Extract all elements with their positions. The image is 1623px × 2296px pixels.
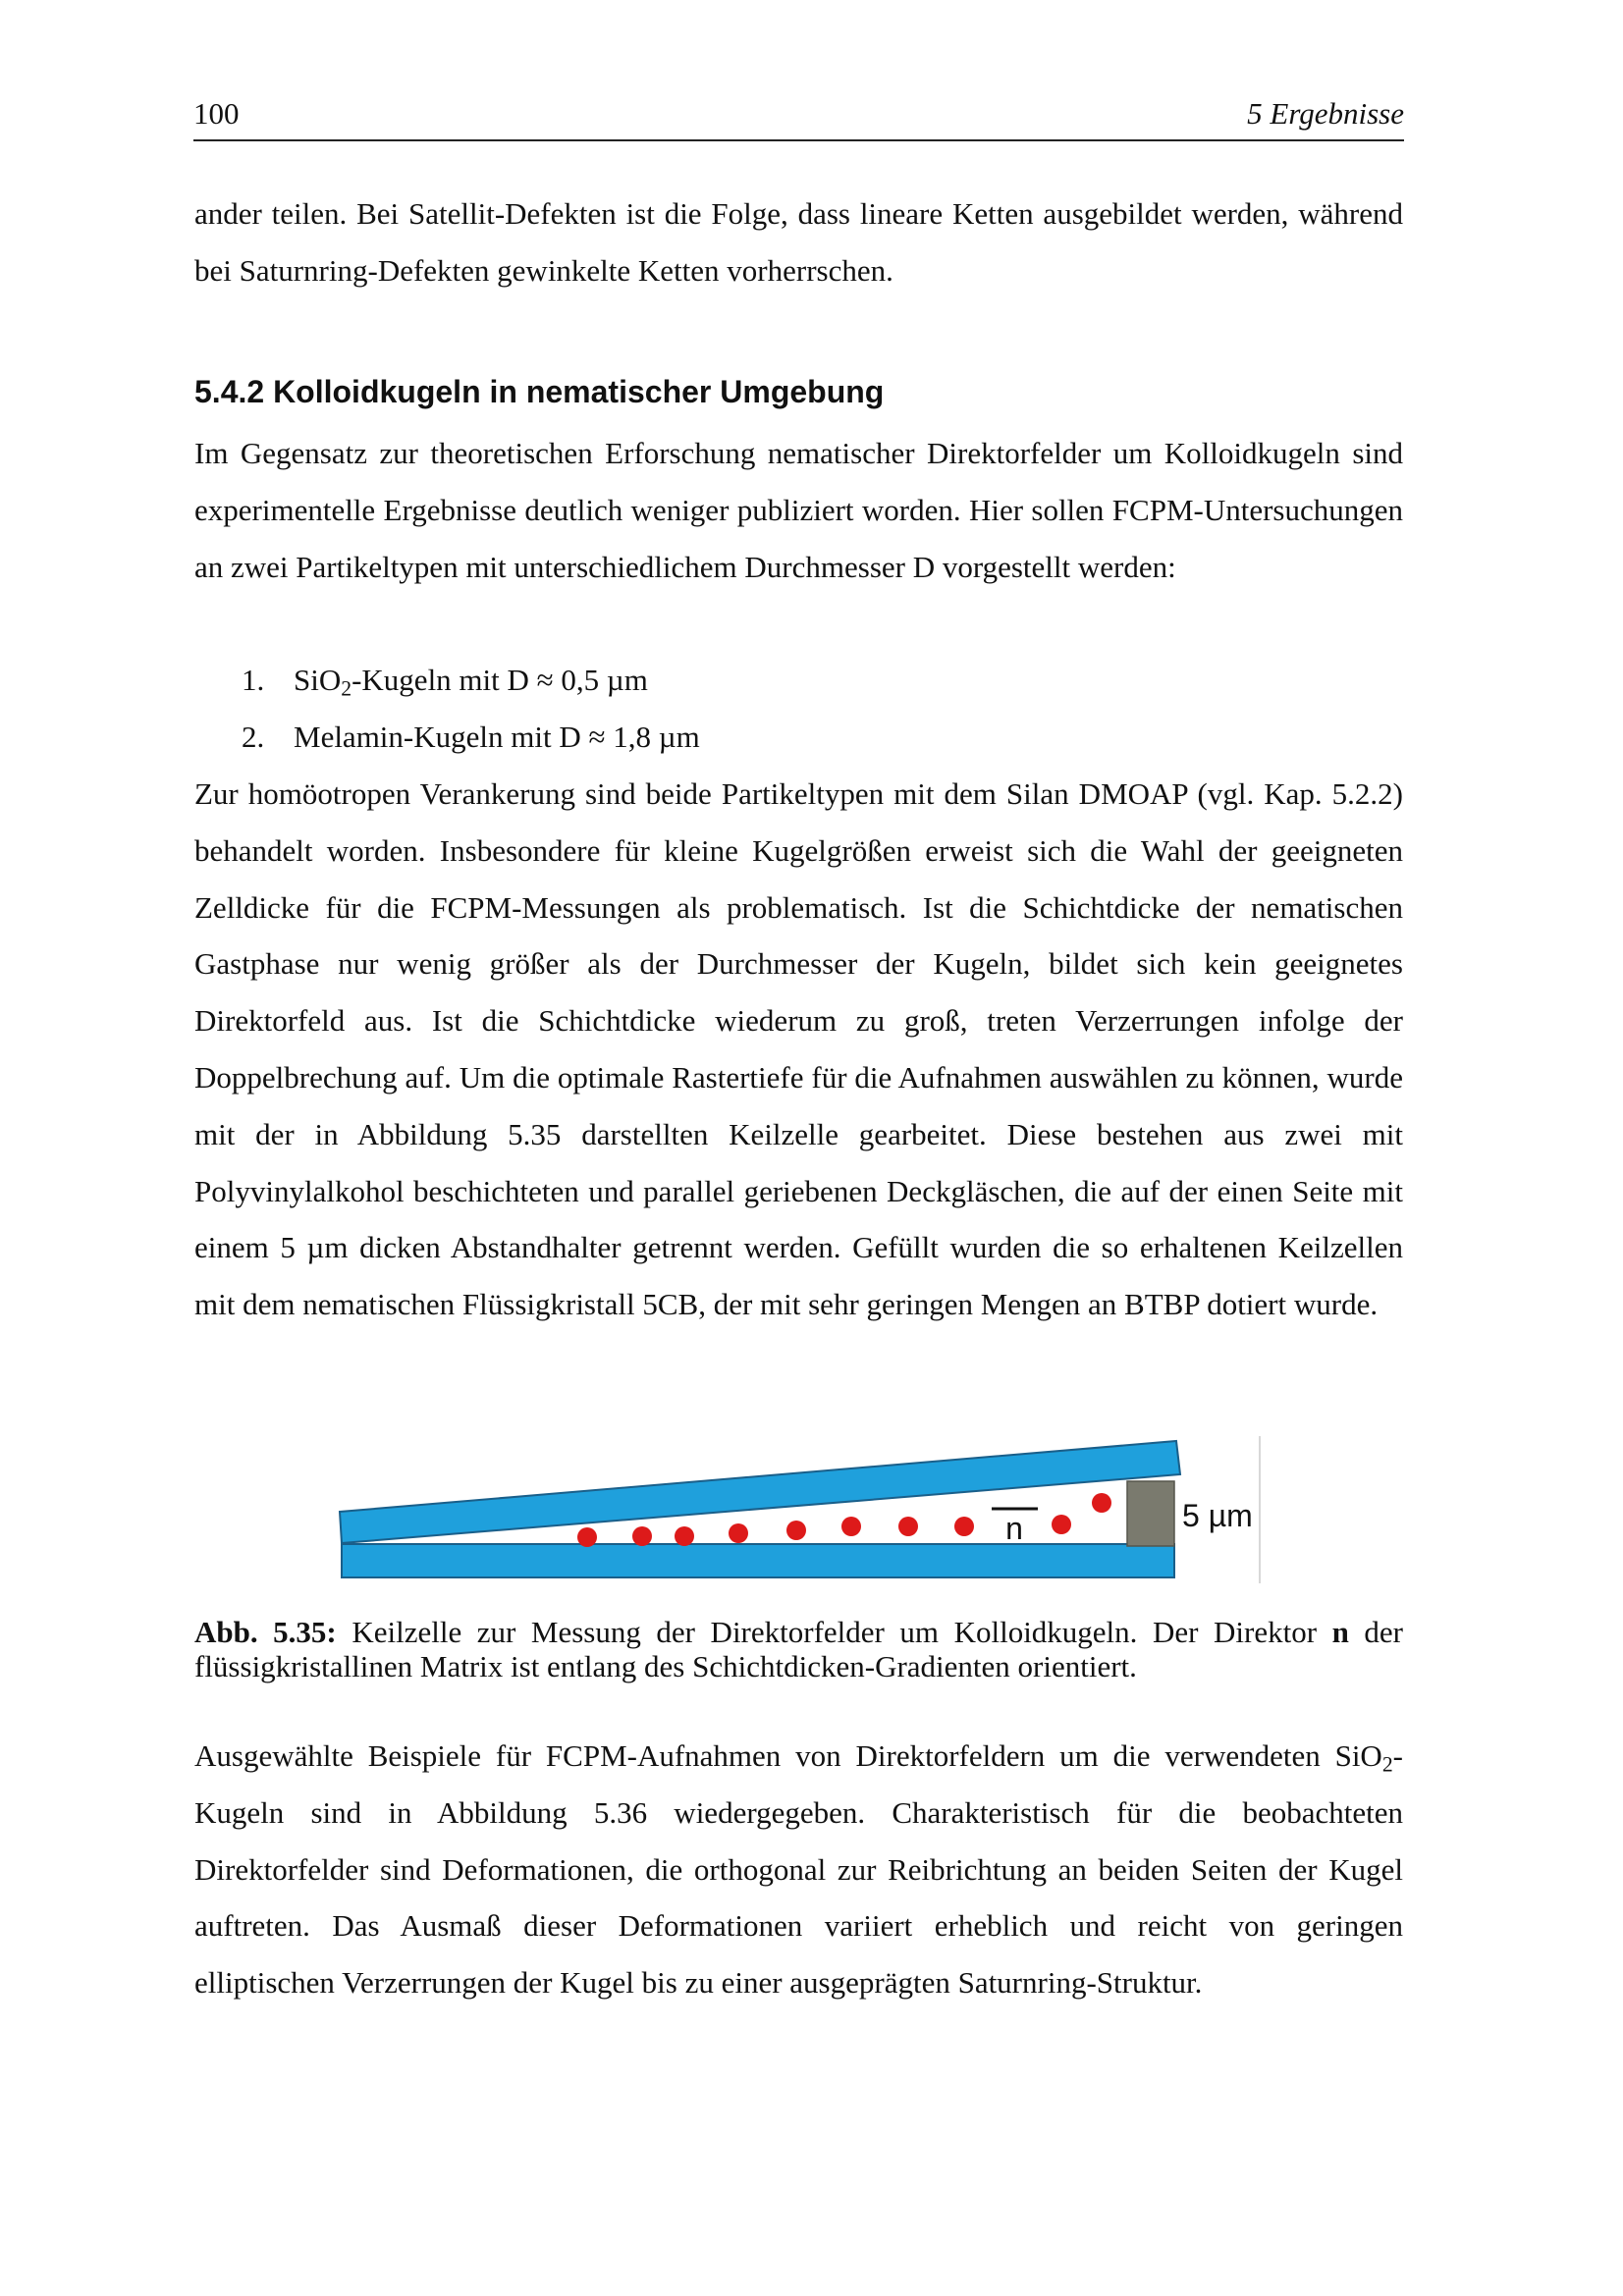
list-text-sub: 2 — [341, 676, 352, 701]
caption-text-after: der flüssigkristallinen Matrix ist entlang des Schichtdicken-Gradienten orientiert. — [194, 1615, 1403, 1683]
particle — [729, 1523, 748, 1543]
section-heading: 5.4.2 Kolloidkugeln in nematischer Umgebung — [194, 374, 885, 409]
wedge-cell-figure — [334, 1428, 1267, 1595]
paragraph-intro: Im Gegensatz zur theoretischen Erforschung nematischer Direktorfelder um Kolloidkugeln sind experimentelle Ergebnisse deutlich weniger publiziert worden. Hier sollen FCPM-Untersuchungen an zwei Partikeltypen mit unterschiedlichem Durchmesser D vorgestellt werden: — [194, 436, 1403, 584]
caption-label: Abb. 5.35: — [194, 1615, 337, 1649]
sio-sub: 2 — [1381, 1752, 1393, 1777]
caption-text-before: Keilzelle zur Messung der Direktorfelder um Kolloidkugeln. Der Direktor — [336, 1615, 1332, 1649]
particle-list — [194, 652, 1403, 766]
particle — [841, 1517, 861, 1536]
figure-caption — [194, 1615, 1403, 1683]
list-text-post: -Kugeln mit D ≈ 0,5 µm — [352, 663, 648, 697]
particle — [954, 1517, 974, 1536]
particle — [898, 1517, 918, 1536]
particle — [675, 1526, 694, 1546]
list-number: 1. — [242, 663, 265, 697]
page-header — [193, 96, 1404, 141]
particle — [577, 1527, 597, 1547]
paragraph-final — [194, 1728, 1403, 2011]
caption-symbol: n — [1331, 1615, 1349, 1649]
particle — [1052, 1515, 1071, 1534]
list-text-pre: SiO — [294, 663, 342, 697]
list-item — [194, 652, 1403, 709]
list-number: 2. — [242, 719, 265, 754]
particle — [632, 1526, 652, 1546]
page-number: 100 — [193, 96, 240, 131]
director-label: n — [1005, 1511, 1023, 1546]
spacer — [1127, 1481, 1174, 1546]
list-text: Melamin-Kugeln mit D ≈ 1,8 µm — [294, 719, 700, 754]
bottom-glass-plate — [342, 1544, 1174, 1577]
paragraph-main: Zur homöotropen Verankerung sind beide Partikeltypen mit dem Silan DMOAP (vgl. Kap. 5.2.2) behandelt worden. Insbesondere für kleine Kugelgrößen erweist sich die Wahl der geeigneten Zelldicke für die FCPM-Messungen als problematisch. Ist die Schichtdicke der nematischen Gastphase nur wenig größer als der Durchmesser der Kugeln, bildet sich kein geeignetes Direktorfeld aus. Ist die Schichtdicke wiederum zu groß, treten Verzerrungen infolge der Doppelbrechung auf. Um die optimale Rastertiefe für die Aufnahmen auswählen zu können, wurde mit der in Abbildung 5.35 darstellten Keilzelle gearbeitet. Diese bestehen aus zwei mit Polyvinylalkohol beschichteten und parallel geriebenen Deckgläschen, die auf der einen Seite mit einem 5 µm dicken Abstandhalter getrennt werden. Gefüllt wurden die so erhaltenen Keilzellen mit dem nematischen Flüssigkristall 5CB, der mit sehr geringen Mengen an BTBP dotiert wurde. — [194, 776, 1403, 1322]
chapter-title: 5 Ergebnisse — [1247, 96, 1404, 131]
particle — [1092, 1493, 1111, 1513]
paragraph-top: ander teilen. Bei Satellit-Defekten ist die Folge, dass lineare Ketten ausgebildet werden, während bei Saturnring-Defekten gewinkelte Ketten vorherrschen. — [194, 196, 1403, 288]
list-item — [194, 709, 1403, 766]
paragraph-final-part2: -Kugeln sind in Abbildung 5.36 wiedergegeben. Charakteristisch für die beobachteten Direktorfelder sind Deformationen, die orthogonal zur Reibrichtung an beiden Seiten der Kugel auftreten. Das Ausmaß dieser Deformationen variiert erheblich und reicht von geringen elliptischen Verzerrungen der Kugel bis zu einer ausgeprägten Saturnring-Struktur. — [194, 1738, 1403, 2001]
spacer-label: 5 µm — [1182, 1498, 1253, 1533]
paragraph-final-part1: Ausgewählte Beispiele für FCPM-Aufnahmen von Direktorfeldern um die verwendeten — [194, 1738, 1335, 1773]
sio-pre: SiO — [1334, 1738, 1382, 1773]
particle — [786, 1521, 806, 1540]
